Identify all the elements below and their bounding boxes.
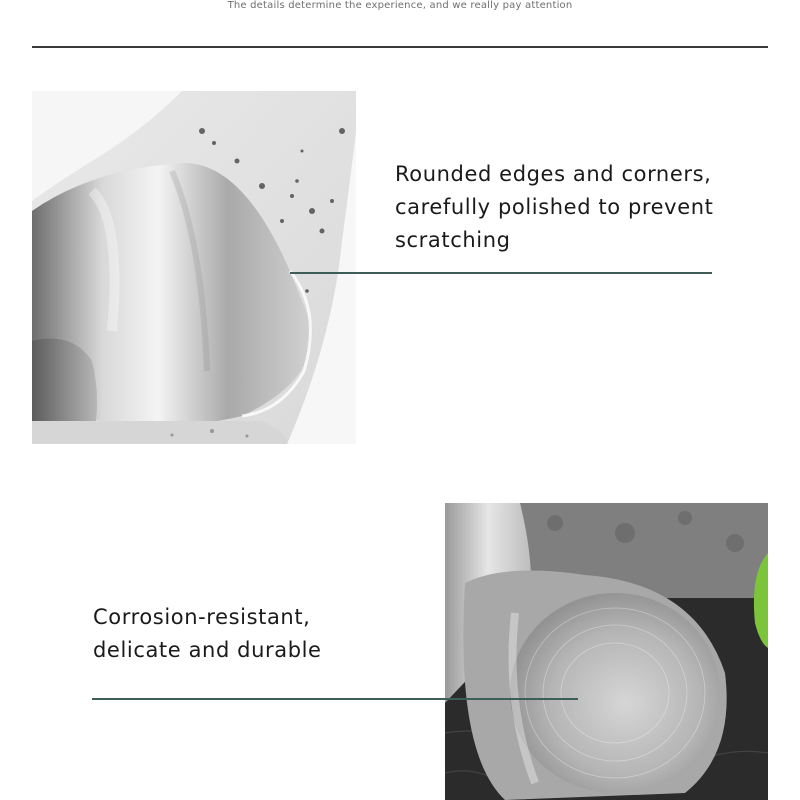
feature-corrosion-resistant-text (93, 601, 322, 667)
feature-line: scratching (395, 228, 511, 252)
feature-line: carefully polished to prevent (395, 195, 714, 219)
feature-line: Corrosion-resistant, (93, 605, 311, 629)
feature-leader-line (290, 272, 712, 274)
feature-line: delicate and durable (93, 638, 322, 662)
header-divider (32, 46, 768, 48)
jigger-rim-photo (32, 91, 356, 444)
page-tagline: The details determine the experience, and we really pay attention (227, 0, 573, 11)
feature-leader-line (92, 698, 578, 700)
feature-polished-edges-text (395, 158, 713, 257)
feature-line: Rounded edges and corners, (395, 162, 712, 186)
jigger-interior-photo (445, 503, 768, 800)
